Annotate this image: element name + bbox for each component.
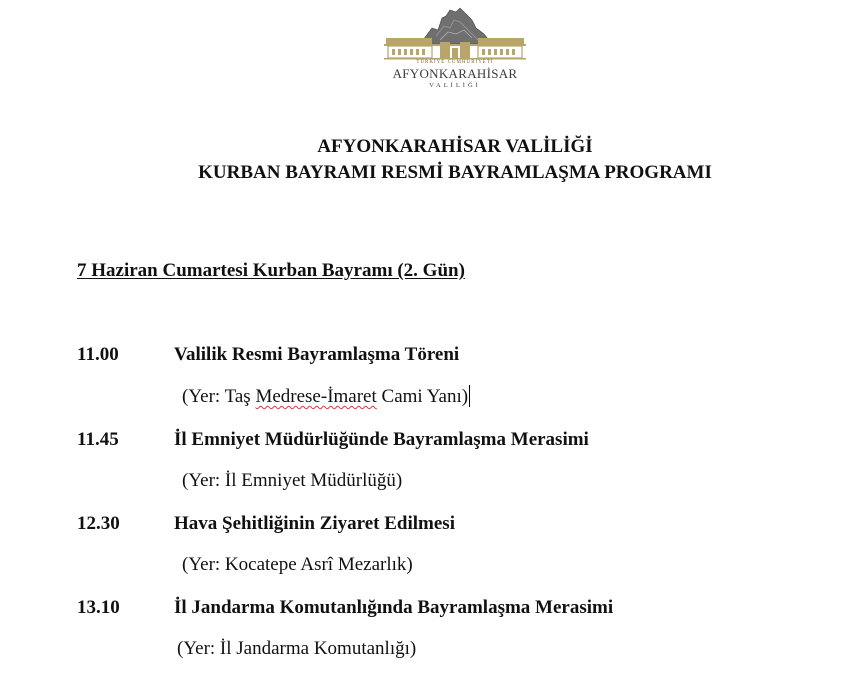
event-time: 13.10 <box>77 597 120 618</box>
event-location-2: (Yer: İl Emniyet Müdürlüğü) <box>182 470 403 491</box>
event-row-1 <box>77 344 459 366</box>
document-title-line2: KURBAN BAYRAMI RESMİ BAYRAMLAŞMA PROGRAMI <box>198 162 712 183</box>
event-title: Valilik Resmi Bayramlaşma Töreni <box>174 344 460 365</box>
event-location-4: (Yer: İl Jandarma Komutanlığı) <box>177 638 417 659</box>
spellcheck-flagged-word: Medrese-İmaret <box>255 386 377 407</box>
event-location-3: (Yer: Kocatepe Asrî Mezarlık) <box>182 554 413 575</box>
afyonkarahisar-valiligi-logo <box>380 6 530 94</box>
castle-skyline-icon <box>380 6 530 64</box>
location-suffix: Cami Yanı) <box>376 386 469 407</box>
event-title: İl Emniyet Müdürlüğünde Bayramlaşma Merasimi <box>174 429 589 450</box>
location-prefix: (Yer: Taş <box>182 386 256 407</box>
logo-small-text: TÜRKİYE CUMHURİYETİ <box>416 60 494 65</box>
logo-main-text: AFYONKARAHİSAR <box>392 66 518 81</box>
event-title: İl Jandarma Komutanlığında Bayramlaşma Merasimi <box>174 597 614 618</box>
text-cursor <box>469 385 470 407</box>
event-title: Hava Şehitliğinin Ziyaret Edilmesi <box>174 513 455 534</box>
event-row-2 <box>77 429 589 451</box>
event-row-3 <box>77 513 455 535</box>
logo-sub-text: VALİLİĞİ <box>429 82 481 89</box>
event-time: 12.30 <box>77 513 120 534</box>
event-location-1[interactable] <box>182 385 470 408</box>
event-time: 11.00 <box>77 344 119 365</box>
event-time: 11.45 <box>77 429 119 450</box>
date-heading: 7 Haziran Cumartesi Kurban Bayramı (2. Gün) <box>77 260 465 281</box>
document-title-line1: AFYONKARAHİSAR VALİLİĞİ <box>317 136 593 157</box>
event-row-4 <box>77 597 613 619</box>
